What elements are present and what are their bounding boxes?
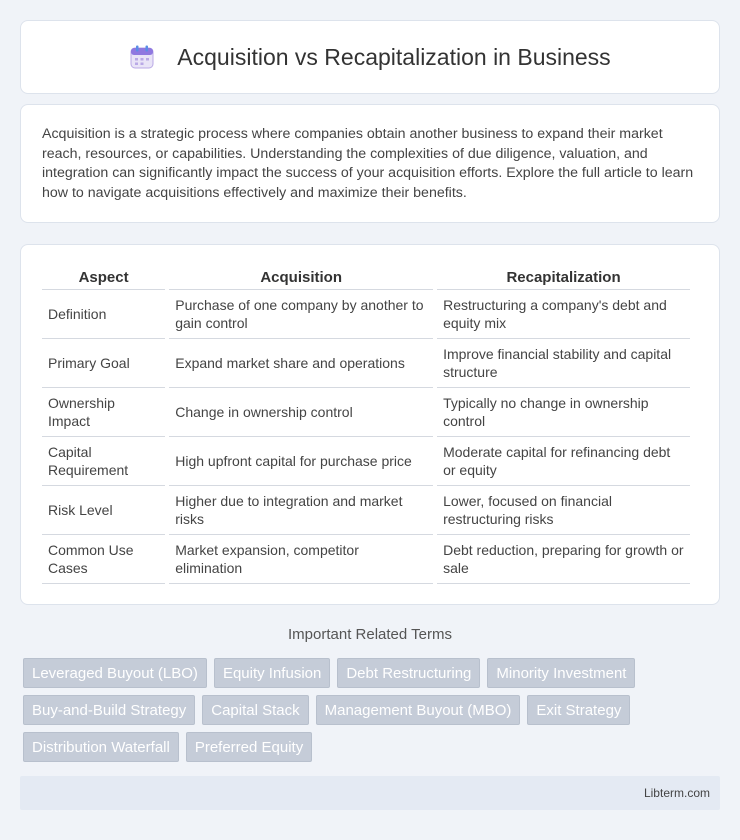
header-recapitalization: Recapitalization xyxy=(437,265,690,290)
related-term-tag[interactable]: Buy-and-Build Strategy xyxy=(23,695,195,725)
header-aspect: Aspect xyxy=(42,265,165,290)
cell-acquisition: Purchase of one company by another to gain control xyxy=(169,290,433,339)
related-term-tag[interactable]: Debt Restructuring xyxy=(337,658,480,688)
cell-acquisition: Expand market share and operations xyxy=(169,339,433,388)
cell-aspect: Primary Goal xyxy=(42,339,165,388)
footer-link[interactable]: Libterm.com xyxy=(643,786,710,800)
table-row xyxy=(42,486,690,535)
table-row xyxy=(42,290,690,339)
cell-recapitalization: Lower, focused on financial restructuring risks xyxy=(437,486,690,535)
cell-acquisition: Change in ownership control xyxy=(169,388,433,437)
cell-aspect: Common Use Cases xyxy=(42,535,165,584)
table-row xyxy=(42,388,690,437)
calendar-icon xyxy=(129,44,155,70)
cell-acquisition: Market expansion, competitor elimination xyxy=(169,535,433,584)
related-term-tag[interactable]: Exit Strategy xyxy=(527,695,630,725)
cell-acquisition: High upfront capital for purchase price xyxy=(169,437,433,486)
table-row xyxy=(42,437,690,486)
related-term-tag[interactable]: Equity Infusion xyxy=(214,658,330,688)
cell-aspect: Ownership Impact xyxy=(42,388,165,437)
related-term-tag[interactable]: Distribution Waterfall xyxy=(23,732,179,762)
cell-recapitalization: Debt reduction, preparing for growth or sale xyxy=(437,535,690,584)
intro-text: Acquisition is a strategic process where companies obtain another business to expand their market reach, resources, or capabilities. Understanding the complexities of due diligence, valuation, and integration can significantly impact the success of your acquisition efforts. Explore the full article to learn how to navigate acquisitions effectively and maximize their benefits. xyxy=(42,126,694,201)
cell-recapitalization: Moderate capital for refinancing debt or equity xyxy=(437,437,690,486)
cell-aspect: Risk Level xyxy=(42,486,165,535)
comparison-table xyxy=(38,265,694,584)
related-terms-list xyxy=(23,658,723,762)
cell-acquisition: Higher due to integration and market risks xyxy=(169,486,433,535)
cell-recapitalization: Restructuring a company's debt and equity mix xyxy=(437,290,690,339)
footer xyxy=(20,776,720,810)
cell-recapitalization: Improve financial stability and capital structure xyxy=(437,339,690,388)
comparison-card xyxy=(20,244,720,605)
related-term-tag[interactable]: Minority Investment xyxy=(487,658,635,688)
cell-aspect: Definition xyxy=(42,290,165,339)
related-term-tag[interactable]: Leveraged Buyout (LBO) xyxy=(23,658,207,688)
cell-recapitalization: Typically no change in ownership control xyxy=(437,388,690,437)
intro-card xyxy=(20,104,720,223)
related-term-tag[interactable]: Management Buyout (MBO) xyxy=(316,695,521,725)
header-card xyxy=(20,20,720,94)
header-acquisition: Acquisition xyxy=(169,265,433,290)
table-row xyxy=(42,339,690,388)
related-term-tag[interactable]: Capital Stack xyxy=(202,695,308,725)
page-title: Acquisition vs Recapitalization in Business xyxy=(177,43,611,70)
related-term-tag[interactable]: Preferred Equity xyxy=(186,732,312,762)
related-terms-title: Important Related Terms xyxy=(288,626,452,643)
cell-aspect: Capital Requirement xyxy=(42,437,165,486)
table-row xyxy=(42,535,690,584)
